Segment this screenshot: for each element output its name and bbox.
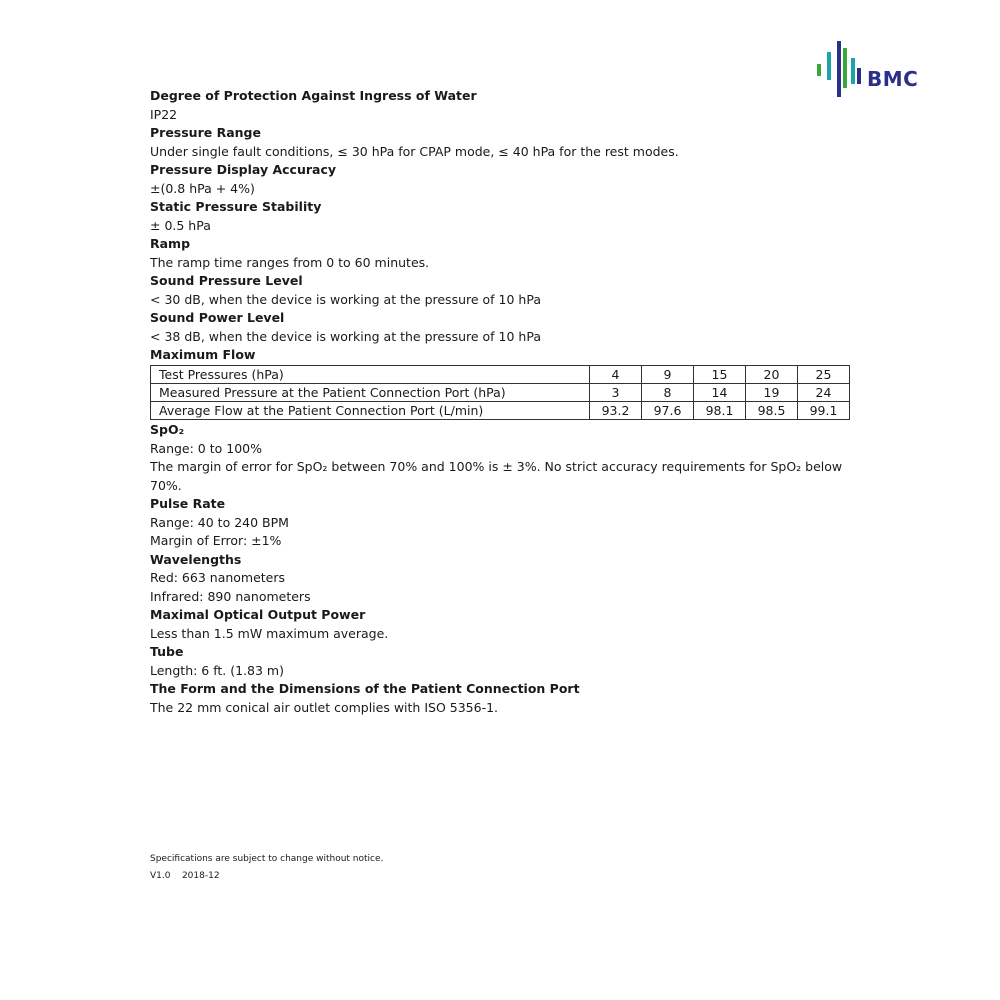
table-row-test-pressures <box>151 366 850 384</box>
table-cell: 15 <box>694 366 746 384</box>
spec-value: ± 0.5 hPa <box>150 217 211 233</box>
spec-sound-pressure-level <box>150 272 860 309</box>
spec-value: Length: 6 ft. (1.83 m) <box>150 662 284 678</box>
spec-value: Margin of Error: ±1% <box>150 533 282 548</box>
table-cell: 25 <box>798 366 850 384</box>
table-row-measured-pressure <box>151 384 850 402</box>
spec-patient-connection-port <box>150 680 860 717</box>
spec-heading: SpO₂ <box>150 422 185 437</box>
spec-value: Range: 40 to 240 BPM <box>150 514 289 530</box>
table-cell: 3 <box>590 384 642 402</box>
spec-value: < 38 dB, when the device is working at the pressure of 10 hPa <box>150 328 541 344</box>
maximum-flow-table <box>150 365 850 420</box>
table-cell: 19 <box>746 384 798 402</box>
spec-heading: Ramp <box>150 236 191 251</box>
spec-maximum-flow <box>150 346 860 420</box>
spec-value: The margin of error for SpO₂ between 70% and 100% is ± 3%. No strict accuracy requirements for SpO₂ below 70%. <box>150 459 843 493</box>
table-cell: 9 <box>642 366 694 384</box>
spec-value: Range: 0 to 100% <box>150 440 262 456</box>
spec-ramp <box>150 235 860 272</box>
spec-value: < 30 dB, when the device is working at the pressure of 10 hPa <box>150 291 541 307</box>
spec-pulse-rate <box>150 495 860 551</box>
table-cell: 98.5 <box>746 402 798 420</box>
spec-optical-output-power <box>150 606 860 643</box>
page-footer <box>150 851 383 885</box>
spec-pressure-range <box>150 124 860 161</box>
spec-heading: Degree of Protection Against Ingress of Water <box>150 88 477 103</box>
table-cell: 4 <box>590 366 642 384</box>
table-row-label: Measured Pressure at the Patient Connection Port (hPa) <box>151 384 590 402</box>
table-cell: 98.1 <box>694 402 746 420</box>
spec-heading: Maximum Flow <box>150 347 256 362</box>
table-cell: 24 <box>798 384 850 402</box>
spec-value: The ramp time ranges from 0 to 60 minutes. <box>150 254 430 270</box>
table-row-label: Test Pressures (hPa) <box>151 366 590 384</box>
spec-value: IP22 <box>150 106 178 122</box>
spec-heading: Sound Power Level <box>150 310 285 325</box>
table-row-label: Average Flow at the Patient Connection Port (L/min) <box>151 402 590 420</box>
spec-heading: Pressure Display Accuracy <box>150 162 337 177</box>
spec-heading: Static Pressure Stability <box>150 199 322 214</box>
spec-value: Less than 1.5 mW maximum average. <box>150 625 389 641</box>
version-date: 2018-12 <box>181 871 220 881</box>
table-cell: 20 <box>746 366 798 384</box>
spec-value: Under single fault conditions, ≤ 30 hPa for CPAP mode, ≤ 40 hPa for the rest modes. <box>150 143 679 159</box>
bmc-logo-text: BMC <box>867 67 919 91</box>
spec-heading: Maximal Optical Output Power <box>150 607 366 622</box>
spec-heading: Wavelengths <box>150 551 242 567</box>
specifications-content <box>150 87 860 717</box>
spec-value: ±(0.8 hPa + 4%) <box>150 180 255 196</box>
table-cell: 93.2 <box>590 402 642 420</box>
spec-heading: Pressure Range <box>150 125 261 140</box>
table-cell: 99.1 <box>798 402 850 420</box>
spec-heading: Tube <box>150 644 184 659</box>
spec-ingress-protection <box>150 87 860 124</box>
table-cell: 8 <box>642 384 694 402</box>
spec-value: Red: 663 nanometers <box>150 570 286 585</box>
spec-spo2 <box>150 421 860 495</box>
spec-wavelengths <box>150 551 860 607</box>
spec-sound-power-level <box>150 309 860 346</box>
version-line <box>150 868 383 885</box>
spec-heading: The Form and the Dimensions of the Patient Connection Port <box>150 681 580 696</box>
spec-static-pressure-stability <box>150 198 860 235</box>
table-cell: 97.6 <box>642 402 694 420</box>
spec-heading: Pulse Rate <box>150 496 226 511</box>
version-number: V1.0 <box>150 871 171 881</box>
spec-tube <box>150 643 860 680</box>
spec-value: The 22 mm conical air outlet complies with ISO 5356-1. <box>150 699 499 715</box>
spec-pressure-display-accuracy <box>150 161 860 198</box>
table-row-average-flow <box>151 402 850 420</box>
spec-heading: Sound Pressure Level <box>150 273 303 288</box>
table-cell: 14 <box>694 384 746 402</box>
spec-value: Infrared: 890 nanometers <box>150 588 311 604</box>
change-notice: Specifications are subject to change without notice. <box>150 854 384 864</box>
